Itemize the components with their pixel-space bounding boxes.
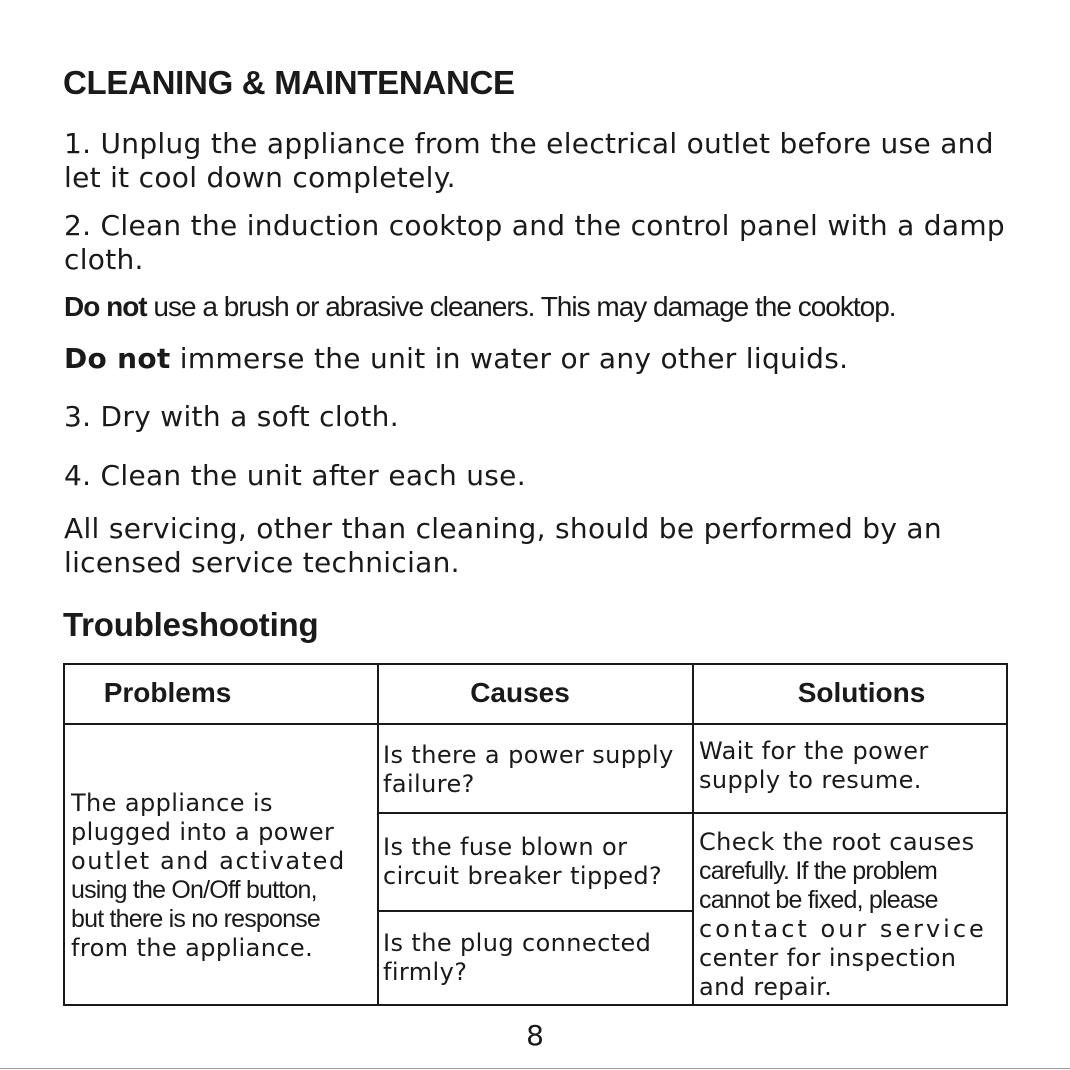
section-title-troubleshooting: Troubleshooting <box>63 606 319 643</box>
warning-emphasis: Do not <box>64 291 147 322</box>
cause-line: Is the fuse blown or <box>383 833 628 861</box>
table-border-bottom <box>63 1004 1008 1006</box>
cleaning-step-3: 3. Dry with a soft cloth. <box>64 400 399 433</box>
solution-line: and repair. <box>699 973 833 1001</box>
table-border-right <box>1006 663 1008 1006</box>
table-header-divider <box>63 723 1008 725</box>
cleaning-step-2: 2. Clean the induction cooktop and the control panel with a damp cloth. <box>64 209 1005 276</box>
table-column-divider <box>692 663 694 1006</box>
cause-cell <box>383 741 689 799</box>
table-column-divider <box>377 663 379 1006</box>
solution-cell <box>699 737 1004 795</box>
solution-line: Check the root causes <box>699 828 975 856</box>
warning-text: immerse the unit in water or any other liquids. <box>170 342 849 375</box>
cause-line: failure? <box>383 770 475 798</box>
table-row-divider <box>377 812 1008 814</box>
problem-line: outlet and activated <box>71 847 346 875</box>
cause-line: firmly? <box>383 958 468 986</box>
page-number: 8 <box>526 1019 544 1052</box>
table-header-causes: Causes <box>470 677 570 708</box>
cause-line: Is there a power supply <box>383 741 674 769</box>
solution-line: supply to resume. <box>699 766 922 794</box>
cause-line: circuit breaker tipped? <box>383 862 663 890</box>
problem-line: plugged into a power <box>71 818 335 846</box>
problem-cell <box>71 789 373 963</box>
section-title-cleaning: CLEANING & MAINTENANCE <box>63 64 515 101</box>
cause-line: Is the plug connected <box>383 929 652 957</box>
problem-line: using the On/Off button, <box>71 876 317 904</box>
warning-no-abrasives <box>64 290 1029 324</box>
table-border-left <box>63 663 65 1006</box>
table-header-problems: Problems <box>103 677 232 708</box>
cause-cell <box>383 929 689 987</box>
page-bottom-rule <box>0 1068 1070 1069</box>
warning-text: use a brush or abrasive cleaners. This may damage the cooktop. <box>146 291 896 322</box>
problem-line: but there is no response <box>71 905 321 933</box>
warning-no-immersion <box>64 342 1029 376</box>
solution-line: carefully. If the problem <box>699 857 937 885</box>
table-header-solutions: Solutions <box>797 677 926 708</box>
solution-line: Wait for the power <box>699 737 929 765</box>
problem-line: from the appliance. <box>71 934 314 962</box>
solution-line: cannot be fixed, please <box>699 886 938 914</box>
cleaning-step-1: 1. Unplug the appliance from the electrical outlet before use and let it cool down completely. <box>64 127 994 194</box>
problem-line: The appliance is <box>71 789 273 817</box>
cleaning-step-4: 4. Clean the unit after each use. <box>64 459 526 492</box>
table-border-top <box>63 663 1008 665</box>
warning-emphasis: Do not <box>64 342 171 375</box>
solution-line: contact our service <box>699 915 987 943</box>
solution-cell <box>699 828 1004 1002</box>
solution-line: center for inspection <box>699 944 957 972</box>
cause-cell <box>383 833 689 891</box>
table-row-divider <box>377 910 694 912</box>
servicing-note: All servicing, other than cleaning, should be performed by an licensed service technician. <box>64 512 942 579</box>
